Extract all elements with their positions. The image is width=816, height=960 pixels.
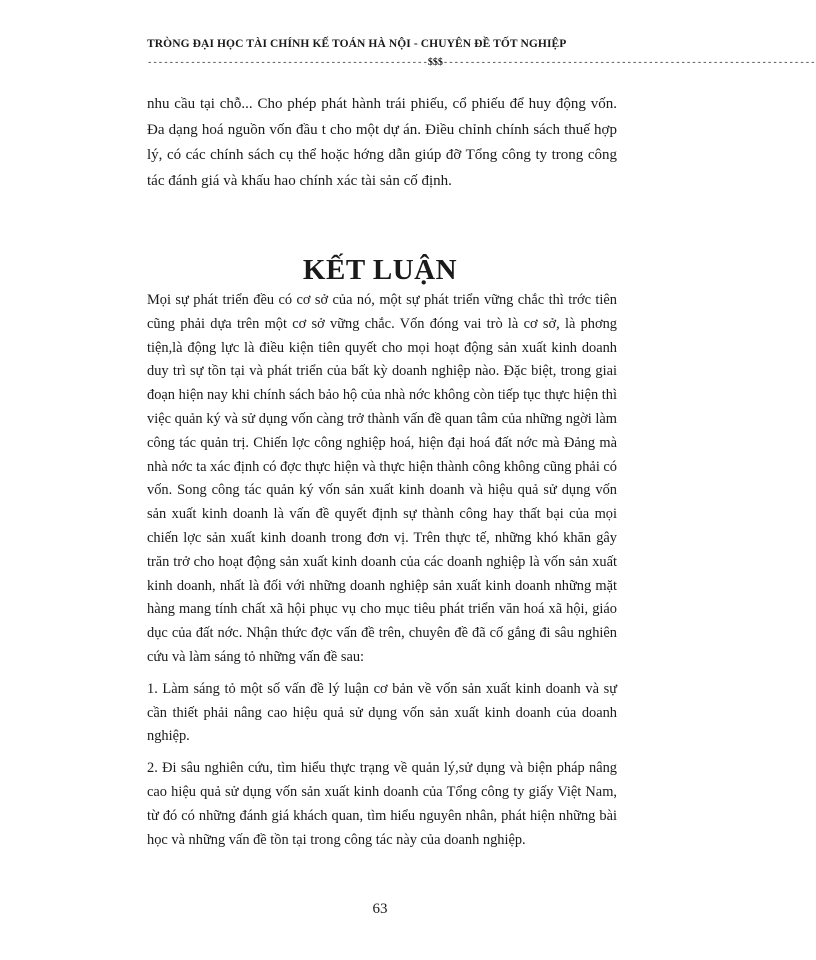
divider-dashes-right: ---------------------------------------------------------------------: [442, 58, 816, 68]
intro-paragraph: nhu cầu tại chỗ... Cho phép phát hành trái phiếu, cổ phiếu để huy động vốn. Đa dạng hoá nguồn vốn đầu t cho một dự án. Điều chỉnh chính sách thuế hợp lý, có các chính sách cụ thể hoặc hớng dẫn giúp đỡ Tổng công ty trong công tác đánh giá và khấu hao chính xác tài sản cố định.: [147, 96, 617, 189]
divider-mark: $$$: [427, 57, 443, 68]
conclusion-item-2: 2. Đi sâu nghiên cứu, tìm hiểu thực trạng về quản lý,sử dụng và biện pháp nâng cao hiệu quả sử dụng vốn sản xuất kinh doanh của Tổng công ty giấy Việt Nam, từ đó có những đánh giá khách quan, tìm hiểu nguyên nhân, phát hiện những bài học và những vấn đề tồn tại trong công tác này của doanh nghiệp.: [147, 760, 617, 848]
page-header: [147, 38, 617, 50]
header-title: TRÒNG ĐẠI HỌC TÀI CHÍNH KẾ TOÁN HÀ NỘI - CHUYÊN ĐỀ TỐT NGHIỆP: [147, 38, 567, 50]
header-divider: [147, 57, 816, 68]
section-title: KẾT LUẬN: [302, 254, 458, 286]
intro-section: [147, 92, 617, 194]
page-number: 63: [372, 901, 388, 917]
conclusion-item-1: 1. Làm sáng tỏ một số vấn đề lý luận cơ bản về vốn sản xuất kinh doanh và sự cần thiết phải nâng cao hiệu quả sử dụng vốn sản xuất kinh doanh của doanh nghiệp.: [147, 680, 617, 745]
divider-dashes-left: ----------------------------------------------------: [147, 58, 428, 68]
conclusion-paragraph: Mọi sự phát triển đều có cơ sở của nó, một sự phát triển vững chắc thì trớc tiên cũng phải dựa trên một cơ sở vững chắc. Vốn đóng vai trò là cơ sở, là phơng tiện,là động lực là điều kiện tiên quyết cho mọi hoạt động sản xuất kinh doanh duy trì sự tồn tại và phát triển của bất kỳ doanh nghiệp nào. Đặc biệt, trong giai đoạn hiện nay khi chính sách bảo hộ của nhà nớc không còn tiếp tục thực hiện thì việc quản ký và sử dụng vốn càng trở thành vấn đề quan tâm của những ngời làm công tác quản trị. Chiến lợc công nghiệp hoá, hiện đại hoá đất nớc mà Đảng mà nhà nớc ta xác định có đợc thực hiện và thực hiện thành công không cũng phải có vốn. Song công tác quản ký vốn sản xuất kinh doanh và hiệu quả sử dụng vốn sản xuất kinh doanh là vấn đề quyết định sự thành công hay thất bại của mọi chiến lợc sản xuất kinh doanh trong đơn vị. Trên thực tế, những khó khăn gây trăn trở cho hoạt động sản xuất kinh doanh của các doanh nghiệp là vốn sản xuất kinh doanh, nhất là đối với những doanh nghiệp sản xuất kinh doanh những mặt hàng mang tính chất xã hội phục vụ cho mục tiêu phát triển văn hoá xã hội, giáo dục của đất nớc. Nhận thức đợc vấn đề trên, chuyên đề đã cố gắng đi sâu nghiên cứu và làm sáng tỏ những vấn đề sau:: [147, 292, 617, 665]
conclusion-body: [147, 289, 617, 860]
